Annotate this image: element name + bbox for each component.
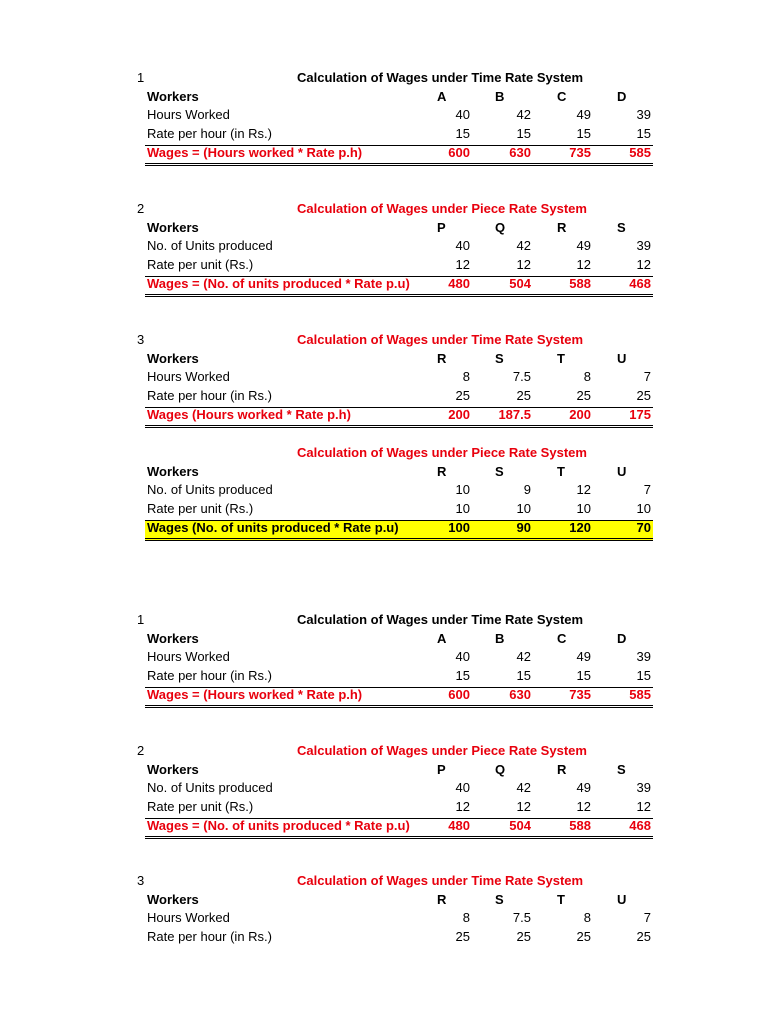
table-row <box>145 369 653 387</box>
total-value: 100 <box>448 520 470 536</box>
total-value: 504 <box>509 276 531 292</box>
total-value: 585 <box>629 687 651 703</box>
cell-value: 7 <box>643 910 651 926</box>
table-row <box>145 482 653 500</box>
cell-value: 39 <box>636 649 651 665</box>
section-number: 2 <box>137 201 145 216</box>
table-title: Calculation of Wages under Piece Rate System <box>297 445 587 460</box>
row-label: Hours Worked <box>147 369 230 385</box>
row-label: Hours Worked <box>147 910 230 926</box>
table-title: Calculation of Wages under Time Rate System <box>297 332 584 347</box>
column-header: R <box>437 891 447 907</box>
total-label: Wages = (Hours worked * Rate p.h) <box>147 687 363 703</box>
column-header: P <box>437 219 446 235</box>
total-value: 630 <box>509 687 531 703</box>
column-header: B <box>495 88 505 104</box>
cell-value: 40 <box>455 649 470 665</box>
total-value: 480 <box>448 276 470 292</box>
column-header: T <box>557 350 565 366</box>
row-label: No. of Units produced <box>147 238 273 254</box>
table-row <box>145 649 653 667</box>
section-number: 1 <box>137 70 145 85</box>
total-label: Wages = (No. of units produced * Rate p.u) <box>147 818 410 834</box>
column-header: T <box>557 891 565 907</box>
cell-value: 39 <box>636 238 651 254</box>
header-label: Workers <box>147 630 199 646</box>
cell-value: 15 <box>516 668 531 684</box>
column-header: A <box>437 630 447 646</box>
total-row <box>145 407 653 428</box>
total-value: 200 <box>569 407 591 423</box>
cell-value: 49 <box>576 107 591 123</box>
cell-value: 40 <box>455 238 470 254</box>
cell-value: 25 <box>636 929 651 945</box>
cell-value: 39 <box>636 107 651 123</box>
cell-value: 25 <box>576 388 591 404</box>
cell-value: 12 <box>516 799 531 815</box>
cell-value: 12 <box>636 257 651 273</box>
cell-value: 25 <box>516 388 531 404</box>
cell-value: 15 <box>455 668 470 684</box>
table-title: Calculation of Wages under Time Rate System <box>297 70 584 85</box>
cell-value: 8 <box>583 369 591 385</box>
total-value: 630 <box>509 145 531 161</box>
section-number: 2 <box>137 743 145 758</box>
total-value: 480 <box>448 818 470 834</box>
cell-value: 49 <box>576 238 591 254</box>
header-row <box>145 220 653 238</box>
total-value: 468 <box>629 818 651 834</box>
table-row <box>145 388 653 406</box>
column-header: R <box>437 350 447 366</box>
cell-value: 40 <box>455 107 470 123</box>
column-header: D <box>617 88 627 104</box>
total-value: 468 <box>629 276 651 292</box>
cell-value: 49 <box>576 649 591 665</box>
cell-value: 15 <box>516 126 531 142</box>
table-title: Calculation of Wages under Piece Rate System <box>297 201 587 216</box>
section-number: 1 <box>137 612 145 627</box>
cell-value: 25 <box>455 929 470 945</box>
total-label: Wages (Hours worked * Rate p.h) <box>147 407 351 423</box>
row-label: Hours Worked <box>147 107 230 123</box>
total-label: Wages = (No. of units produced * Rate p.u) <box>147 276 410 292</box>
cell-value: 9 <box>523 482 531 498</box>
cell-value: 10 <box>455 482 470 498</box>
total-value: 90 <box>516 520 531 536</box>
total-value: 175 <box>629 407 651 423</box>
table-row <box>145 780 653 798</box>
total-value: 735 <box>569 687 591 703</box>
column-header: B <box>495 630 505 646</box>
column-header: A <box>437 88 447 104</box>
cell-value: 12 <box>576 482 591 498</box>
column-header: C <box>557 630 567 646</box>
cell-value: 15 <box>636 668 651 684</box>
total-label: Wages (No. of units produced * Rate p.u) <box>147 520 399 536</box>
cell-value: 12 <box>455 799 470 815</box>
table-title: Calculation of Wages under Time Rate System <box>297 612 584 627</box>
cell-value: 42 <box>516 107 531 123</box>
total-value: 200 <box>448 407 470 423</box>
column-header: C <box>557 88 567 104</box>
section-number: 3 <box>137 332 145 347</box>
total-value: 588 <box>569 818 591 834</box>
column-header: R <box>437 463 447 479</box>
section-number: 3 <box>137 873 145 888</box>
column-header: S <box>495 891 504 907</box>
row-label: Hours Worked <box>147 649 230 665</box>
cell-value: 8 <box>583 910 591 926</box>
cell-value: 25 <box>455 388 470 404</box>
cell-value: 12 <box>576 799 591 815</box>
column-header: U <box>617 350 627 366</box>
cell-value: 10 <box>516 501 531 517</box>
row-label: No. of Units produced <box>147 482 273 498</box>
table-row <box>145 929 653 947</box>
column-header: Q <box>495 761 506 777</box>
total-value: 187.5 <box>498 407 531 423</box>
cell-value: 15 <box>455 126 470 142</box>
cell-value: 10 <box>455 501 470 517</box>
row-label: Rate per hour (in Rs.) <box>147 126 272 142</box>
row-label: Rate per hour (in Rs.) <box>147 668 272 684</box>
table-row <box>145 107 653 125</box>
total-value: 735 <box>569 145 591 161</box>
total-label: Wages = (Hours worked * Rate p.h) <box>147 145 363 161</box>
row-label: Rate per hour (in Rs.) <box>147 929 272 945</box>
cell-value: 7.5 <box>512 910 531 926</box>
total-value: 70 <box>636 520 651 536</box>
cell-value: 40 <box>455 780 470 796</box>
total-value: 600 <box>448 687 470 703</box>
table-row <box>145 238 653 256</box>
header-label: Workers <box>147 463 199 479</box>
total-row <box>145 818 653 839</box>
total-value: 504 <box>509 818 531 834</box>
total-row <box>145 520 653 541</box>
column-header: T <box>557 463 565 479</box>
header-row <box>145 464 653 482</box>
table-row <box>145 501 653 519</box>
total-value: 588 <box>569 276 591 292</box>
header-label: Workers <box>147 350 199 366</box>
cell-value: 12 <box>636 799 651 815</box>
column-header: Q <box>495 219 506 235</box>
cell-value: 42 <box>516 649 531 665</box>
cell-value: 8 <box>462 369 470 385</box>
cell-value: 25 <box>636 388 651 404</box>
table-row <box>145 126 653 144</box>
header-row <box>145 89 653 107</box>
cell-value: 15 <box>576 126 591 142</box>
row-label: Rate per hour (in Rs.) <box>147 388 272 404</box>
cell-value: 12 <box>516 257 531 273</box>
total-row <box>145 145 653 166</box>
header-label: Workers <box>147 761 199 777</box>
header-label: Workers <box>147 891 199 907</box>
row-label: Rate per unit (Rs.) <box>147 799 254 815</box>
cell-value: 15 <box>636 126 651 142</box>
cell-value: 39 <box>636 780 651 796</box>
column-header: U <box>617 463 627 479</box>
column-header: D <box>617 630 627 646</box>
cell-value: 15 <box>576 668 591 684</box>
total-value: 600 <box>448 145 470 161</box>
column-header: R <box>557 761 567 777</box>
header-row <box>145 351 653 369</box>
column-header: S <box>617 219 626 235</box>
column-header: P <box>437 761 446 777</box>
cell-value: 49 <box>576 780 591 796</box>
cell-value: 7.5 <box>512 369 531 385</box>
cell-value: 42 <box>516 238 531 254</box>
table-row <box>145 668 653 686</box>
cell-value: 12 <box>455 257 470 273</box>
cell-value: 7 <box>643 369 651 385</box>
header-row <box>145 631 653 649</box>
total-value: 120 <box>569 520 591 536</box>
table-title: Calculation of Wages under Piece Rate System <box>297 743 587 758</box>
cell-value: 10 <box>576 501 591 517</box>
cell-value: 7 <box>643 482 651 498</box>
table-title: Calculation of Wages under Time Rate System <box>297 873 584 888</box>
table-row <box>145 910 653 928</box>
table-row <box>145 257 653 275</box>
row-label: Rate per unit (Rs.) <box>147 501 254 517</box>
column-header: S <box>495 463 504 479</box>
header-row <box>145 892 653 910</box>
total-row <box>145 276 653 297</box>
header-row <box>145 762 653 780</box>
cell-value: 12 <box>576 257 591 273</box>
column-header: S <box>617 761 626 777</box>
cell-value: 10 <box>636 501 651 517</box>
total-row <box>145 687 653 708</box>
column-header: R <box>557 219 567 235</box>
cell-value: 42 <box>516 780 531 796</box>
header-label: Workers <box>147 88 199 104</box>
row-label: Rate per unit (Rs.) <box>147 257 254 273</box>
cell-value: 25 <box>576 929 591 945</box>
table-row <box>145 799 653 817</box>
row-label: No. of Units produced <box>147 780 273 796</box>
column-header: S <box>495 350 504 366</box>
cell-value: 25 <box>516 929 531 945</box>
total-value: 585 <box>629 145 651 161</box>
header-label: Workers <box>147 219 199 235</box>
column-header: U <box>617 891 627 907</box>
cell-value: 8 <box>462 910 470 926</box>
